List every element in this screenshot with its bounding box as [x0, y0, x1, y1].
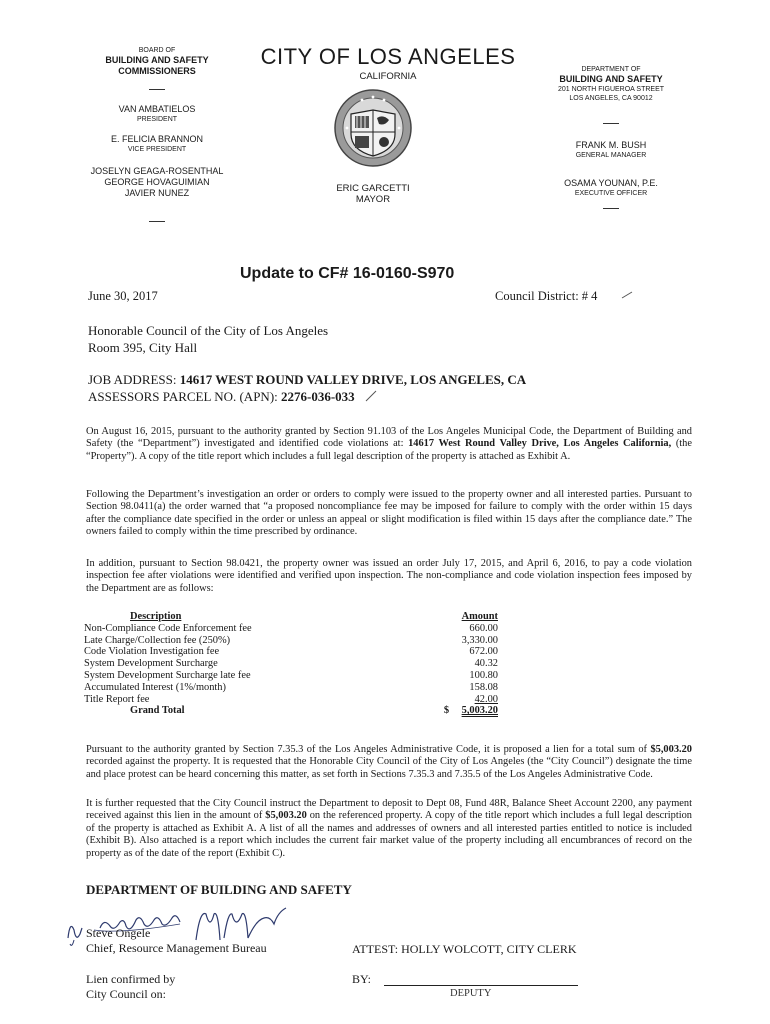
eo-name: OSAMA YOUNAN, P.E.: [564, 178, 658, 188]
job-address: 14617 WEST ROUND VALLEY DRIVE, LOS ANGELES, CA: [179, 372, 527, 387]
board-member: JAVIER NUNEZ: [124, 188, 190, 198]
divider: [603, 208, 619, 209]
paragraph-4: Pursuant to the authority granted by Section 7.35.3 of the Los Angeles Administrative Code, it is proposed a lien for a total sum of $5,003.20 recorded against the property. It is requested that the Honorable City Council of the City of Los Angeles (the “City Council”) designate the time and place protest can be heard concerning this matter, as set forth in Sections 7.35.3 and 7.35.5 of the Los Angeles Administrative Code.: [86, 744, 692, 780]
vice-president-title: VICE PRESIDENT: [127, 146, 187, 153]
fee-row: Accumulated Interest (1%/month) 158.08: [84, 681, 498, 693]
deputy-label: DEPUTY: [450, 988, 492, 999]
grand-total-amount: 5,003.20: [461, 705, 498, 717]
job-address-block: [88, 372, 526, 405]
fee-header-amount: Amount: [461, 611, 498, 622]
job-address-line: [88, 372, 526, 389]
fee-row: System Development Surcharge late fee 100.80: [84, 669, 498, 681]
fee-row: System Development Surcharge 40.32: [84, 658, 498, 670]
department-name: BUILDING AND SAFETY: [559, 74, 663, 84]
fee-row: Non-Compliance Code Enforcement fee 660.00: [84, 622, 498, 634]
board-member: JOSELYN GEAGA-ROSENTHAL: [90, 166, 224, 176]
apn-value: 2276-036-033: [281, 388, 355, 404]
gm-name: FRANK M. BUSH: [575, 140, 647, 150]
city-state: CALIFORNIA: [359, 71, 417, 82]
seal-icon: [333, 88, 413, 168]
paragraph-1: On August 16, 2015, pursuant to the authority granted by Section 91.103 of the Los Angeles Municipal Code, the Department of Building and Safety (the “Department”) investigated and identified code violations at: 14617 West Round Valley Drive, Los Angeles California, (the “Property”). A copy of the title report which includes a full legal description of the property is attached as Exhibit A.: [86, 426, 692, 462]
signer-name: Steve Ongele: [86, 926, 151, 940]
document-title: Update to CF# 16-0160-S970: [240, 265, 455, 282]
president-title: PRESIDENT: [136, 116, 178, 123]
paragraph-2: Following the Department’s investigation an order or orders to comply were issued to the property owner and all interested parties. Pursuant to Section 98.0411(a) the order warned that “a proposed noncompliance fee may be imposed for failure to comply with the order within 15 days after the compliance date specified in the order or unless an appeal or slight modification is filed within 15 days after the compliance date.” The owners failed to comply within the time prescribed by ordinance.: [86, 489, 692, 538]
grand-total-label: Grand Total: [130, 705, 185, 717]
signer-block: [86, 926, 267, 956]
fee-row: Late Charge/Collection fee (250%) 3,330.00: [84, 634, 498, 646]
by-label: BY:: [352, 972, 371, 986]
city-seal: [333, 88, 413, 168]
lien-confirmed: [86, 972, 175, 1002]
check-mark: [620, 286, 634, 294]
board-title-line3: COMMISSIONERS: [118, 66, 196, 76]
city-block: [260, 44, 516, 82]
addressee-line1: Honorable Council of the City of Los Angeles: [88, 323, 329, 338]
attest-line: ATTEST: HOLLY WOLCOTT, CITY CLERK: [352, 942, 577, 956]
mayor-name: ERIC GARCETTI: [336, 183, 410, 194]
city-name: CITY OF LOS ANGELES: [260, 44, 516, 69]
eo-title: EXECUTIVE OFFICER: [574, 190, 648, 197]
fee-row: Title Report fee 42.00: [84, 693, 498, 705]
fee-table-grid: [84, 611, 498, 717]
addressee-line2: Room 395, City Hall: [88, 339, 198, 355]
department-address1: 201 NORTH FIGUEROA STREET: [557, 86, 665, 93]
vice-president-name: E. FELICIA BRANNON: [110, 134, 204, 144]
board-title-line2: BUILDING AND SAFETY: [105, 55, 209, 65]
paragraph-3: In addition, pursuant to Section 98.0421, the property owner was issued an order July 17, 2015, and April 6, 2016, to pay a code violation inspection fee after violations were identified and verified upon inspection. The non-compliance and code violation inspection fees imposed by the Department are as follows:: [86, 558, 692, 594]
lien-line1: Lien confirmed by: [86, 972, 176, 986]
paragraph-5: It is further requested that the City Council instruct the Department to deposit to Dept 08, Fund 48R, Balance Sheet Account 2200, any payment received against this lien in the amount of $5,003.20 on the referenced property. A copy of the title report which includes a full legal description of the property is attached as Exhibit A. A list of all the names and addresses of owners and all interested parties entitled to notice is included (Exhibit B). Also attached is a report which includes the current fair market value of the property including all encumbrances of record on the property as of the date of the report (Exhibit C).: [86, 798, 692, 859]
board-block: [82, 46, 232, 222]
signer-title: Chief, Resource Management Bureau: [86, 941, 267, 955]
council-district: Council District: # 4: [495, 289, 598, 303]
apn-line: [88, 389, 526, 406]
addressee: [88, 323, 328, 356]
department-label: DEPARTMENT OF: [581, 66, 641, 73]
fee-row: Code Violation Investigation fee 672.00: [84, 646, 498, 658]
department-address2: LOS ANGELES, CA 90012: [569, 95, 653, 102]
fee-header-description: Description: [130, 611, 182, 622]
lien-line2: City Council on:: [86, 987, 167, 1001]
board-member: GEORGE HOVAGUIMIAN: [104, 177, 210, 187]
check-mark: [365, 389, 377, 401]
grand-total-currency: $: [443, 705, 450, 717]
job-address-label: JOB ADDRESS:: [88, 372, 180, 387]
fee-table: [84, 611, 498, 717]
document-date: June 30, 2017: [88, 289, 158, 303]
gm-title: GENERAL MANAGER: [575, 152, 647, 159]
board-title-line1: BOARD OF: [138, 47, 176, 54]
mayor-title: MAYOR: [355, 194, 391, 205]
department-block: [536, 65, 686, 209]
fee-total-row: [84, 705, 498, 717]
signature-line: [384, 985, 578, 986]
department-heading: DEPARTMENT OF BUILDING AND SAFETY: [86, 882, 352, 897]
mayor-block: [313, 183, 433, 205]
president-name: VAN AMBATIELOS: [118, 104, 196, 114]
divider: [149, 221, 165, 222]
apn-label: ASSESSORS PARCEL NO. (APN):: [88, 388, 282, 404]
